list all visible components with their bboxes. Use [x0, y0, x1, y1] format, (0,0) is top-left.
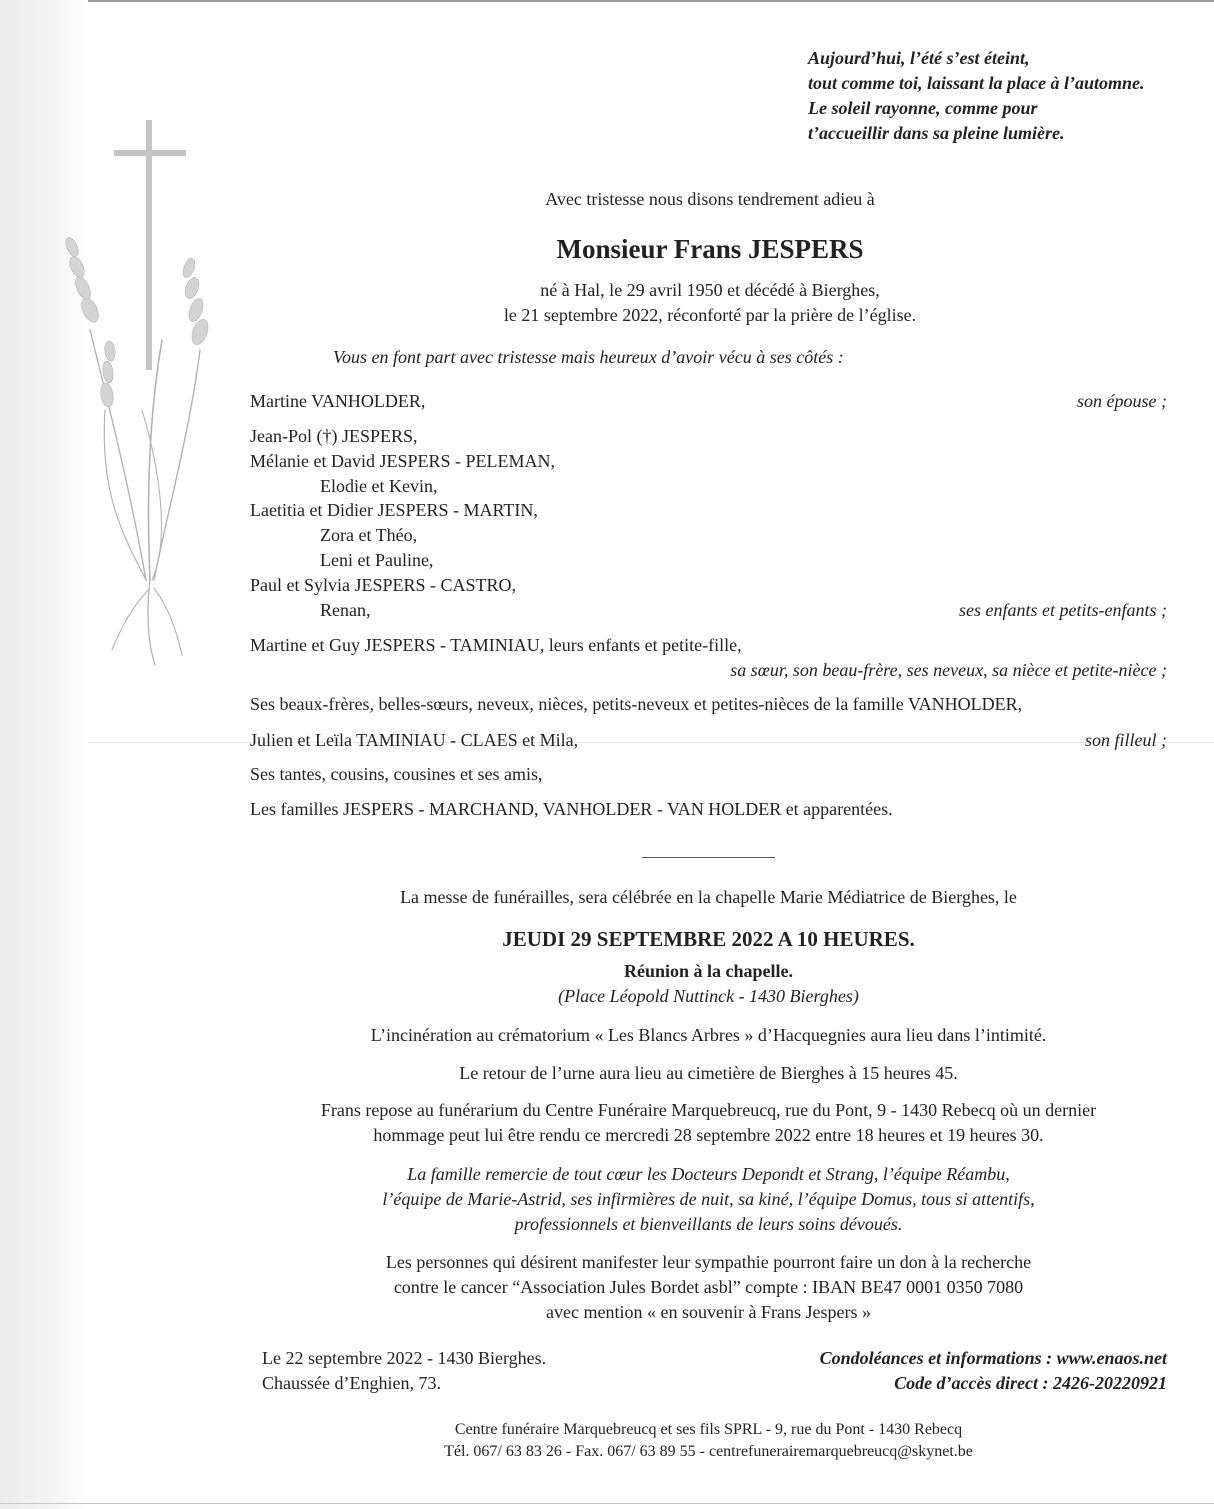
family-line: Laetitia et Didier JESPERS - MARTIN,	[250, 500, 538, 520]
meeting-text: Réunion à la chapelle.	[623, 961, 793, 981]
donation-line: Les personnes qui désirent manifester leur sympathie pourront faire un don à la recherche	[385, 1252, 1032, 1272]
godson-role: son filleul ;	[1085, 730, 1167, 750]
aunts-line: Ses tantes, cousins, cousines et ses amis,	[250, 764, 543, 784]
mass-text: La messe de funérailles, sera célébrée en la chapelle Marie Médiatrice de Bierghes, le	[400, 887, 1017, 907]
page-edge-top	[0, 0, 1214, 2]
donation-line: avec mention « en souvenir à Frans Jespers »	[546, 1302, 871, 1322]
rest-line: hommage peut lui être rendu ce mercredi 28 septembre 2022 entre 18 heures et 19 heures 30.	[373, 1125, 1044, 1145]
funeral-date: JEUDI 29 SEPTEMBRE 2022 A 10 HEURES.	[502, 927, 915, 951]
deceased-name: Monsieur Frans JESPERS	[556, 234, 864, 264]
poem-line: Aujourd’hui, l’été s’est éteint,	[808, 48, 1030, 68]
family-line: Zora et Théo,	[320, 525, 418, 545]
family-line: Mélanie et David JESPERS - PELEMAN,	[250, 451, 555, 471]
children-role: ses enfants et petits-enfants ;	[959, 600, 1167, 620]
donation-line: contre le cancer “Association Jules Bordet asbl” compte : IBAN BE47 0001 0350 7080	[393, 1277, 1024, 1297]
thanks-line: l’équipe de Marie-Astrid, ses infirmières de nuit, sa kiné, l’équipe Domus, tous si attentifs,	[382, 1189, 1035, 1209]
street-address: Chaussée d’Enghien, 73.	[262, 1373, 441, 1393]
poem-line: t’accueillir dans sa pleine lumière.	[808, 123, 1065, 143]
divider	[642, 857, 775, 858]
cross-wheat-icon	[50, 110, 220, 670]
family-line: Jean-Pol (†) JESPERS,	[250, 426, 418, 446]
announce-text: Vous en font part avec tristesse mais heureux d’avoir vécu à ses côtés :	[333, 347, 844, 367]
spouse-name: Martine VANHOLDER,	[250, 391, 426, 411]
poem	[808, 46, 1145, 146]
family-line: Elodie et Kevin,	[320, 476, 438, 496]
thanks-line: professionnels et bienveillants de leurs soins dévoués.	[514, 1214, 903, 1234]
poem-line: tout comme toi, laissant la place à l’automne.	[808, 73, 1145, 93]
page-edge-bottom	[0, 1503, 1214, 1504]
family-line: Renan,	[320, 600, 371, 620]
godson-line: Julien et Leïla TAMINIAU - CLAES et Mila,	[250, 730, 579, 750]
condolences-link[interactable]: Condoléances et informations : www.enaos.net	[819, 1348, 1167, 1368]
death-line: le 21 septembre 2022, réconforté par la prière de l’église.	[503, 305, 917, 325]
cremation-text: L’incinération au crématorium « Les Blancs Arbres » d’Hacquegnies aura lieu dans l’intimité.	[370, 1025, 1047, 1045]
access-code: Code d’accès direct : 2426-20220921	[894, 1373, 1167, 1393]
sister-role: sa sœur, son beau-frère, ses neveux, sa nièce et petite-nièce ;	[730, 660, 1167, 680]
contact-line: Tél. 067/ 63 83 26 - Fax. 067/ 63 89 55 - centrefunerairemarquebreucq@skynet.be	[444, 1443, 973, 1460]
sister-line: Martine et Guy JESPERS - TAMINIAU, leurs enfants et petite-fille,	[250, 635, 742, 655]
company-line: Centre funéraire Marquebreucq et ses fils SPRL - 9, rue du Pont - 1430 Rebecq	[454, 1421, 963, 1438]
urn-text: Le retour de l’urne aura lieu au cimetière de Bierghes à 15 heures 45.	[459, 1063, 958, 1083]
in-laws-line: Ses beaux-frères, belles-sœurs, neveux, nièces, petits-neveux et petites-nièces de la famille VANHOLDER,	[250, 694, 1023, 714]
family-line: Leni et Pauline,	[320, 550, 434, 570]
thanks-line: La famille remercie de tout cœur les Docteurs Depondt et Strang, l’équipe Réambu,	[407, 1164, 1010, 1184]
intro-text: Avec tristesse nous disons tendrement adieu à	[545, 189, 875, 209]
poem-line: Le soleil rayonne, comme pour	[808, 98, 1038, 118]
meeting-address: (Place Léopold Nuttinck - 1430 Bierghes)	[558, 986, 859, 1006]
rest-line: Frans repose au funérarium du Centre Funéraire Marquebreucq, rue du Pont, 9 - 1430 Rebecq où un dernier	[320, 1100, 1097, 1120]
birth-line: né à Hal, le 29 avril 1950 et décédé à Bierghes,	[540, 280, 880, 300]
spouse-role: son épouse ;	[1077, 391, 1167, 411]
family-line: Paul et Sylvia JESPERS - CASTRO,	[250, 575, 517, 595]
place-date: Le 22 septembre 2022 - 1430 Bierghes.	[262, 1348, 547, 1368]
families-line: Les familles JESPERS - MARCHAND, VANHOLDER - VAN HOLDER et apparentées.	[250, 799, 893, 819]
